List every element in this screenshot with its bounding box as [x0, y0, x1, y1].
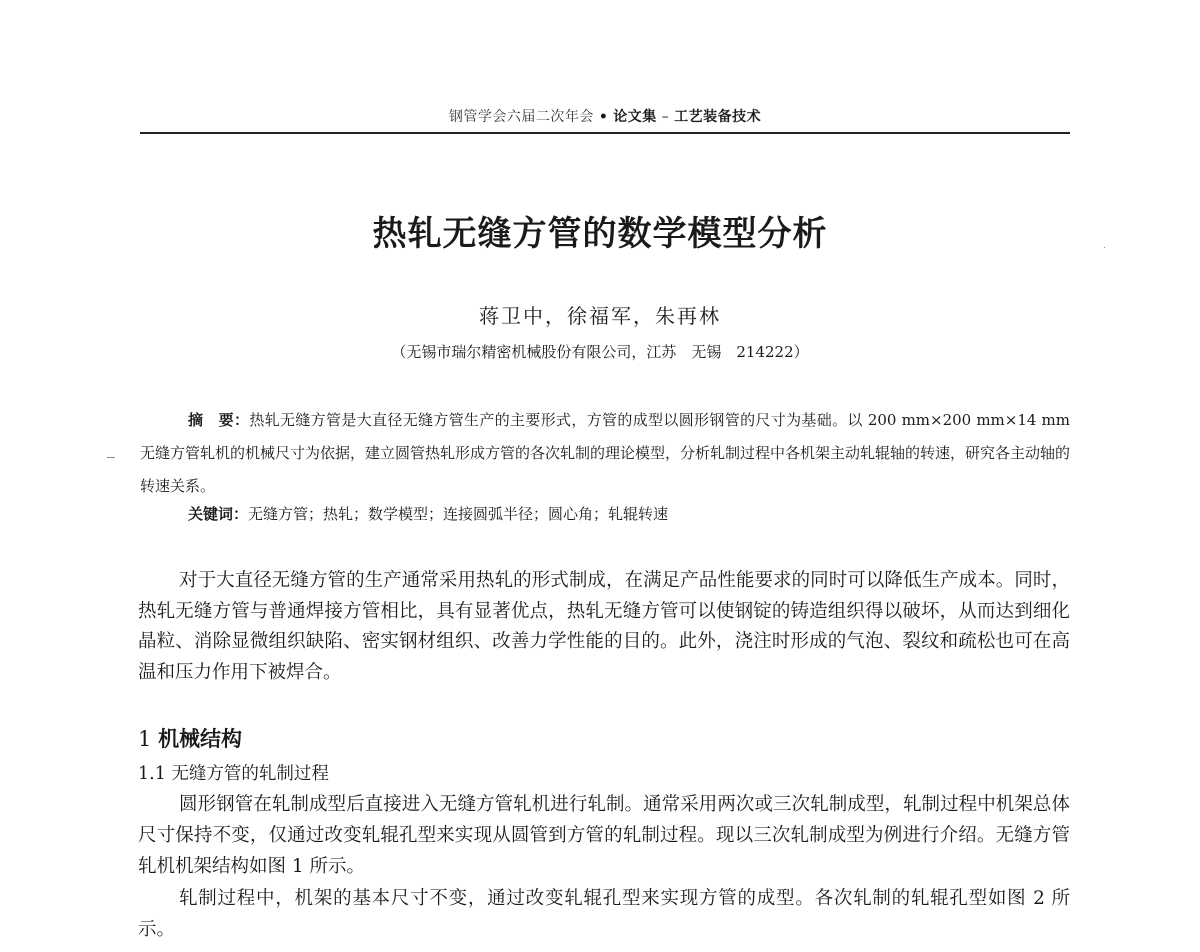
scan-speck: [1104, 247, 1105, 248]
header-collection: 论文集: [613, 109, 657, 125]
keywords: [188, 503, 668, 524]
section-number: 1: [138, 727, 152, 751]
keywords-text: 无缝方管；热轧；数学模型；连接圆弧半径；圆心角；轧辊转速: [248, 505, 669, 523]
header-dash: –: [661, 109, 670, 125]
section-title: 机械结构: [158, 727, 243, 751]
paper-title: 热轧无缝方管的数学模型分析: [372, 214, 828, 254]
header-rule: [140, 132, 1070, 134]
header-conference: 钢管学会六届二次年会: [448, 109, 594, 125]
body-paragraph-1: 对于大直径无缝方管的生产通常采用热轧的形式制成，在满足产品性能要求的同时可以降低生产成本。同时，热轧无缝方管与普通焊接方管相比，具有显著优点，热轧无缝方管可以使钢锭的铸造组织得以破坏，从而达到细化晶粒、消除显微组织缺陷、密实钢材组织、改善力学性能的目的。此外，浇注时形成的气泡、裂纹和疏松也可在高温和压力作用下被焊合。: [138, 570, 1070, 683]
keywords-label: 关键词：: [188, 505, 249, 523]
paper-affiliation: （无锡市瑞尔精密机械股份有限公司，江苏 无锡 214222）: [391, 343, 809, 361]
running-header: [140, 106, 1070, 126]
subsection-heading-1-1: 1.1 无缝方管的轧制过程: [138, 764, 329, 784]
scan-speck: [107, 457, 115, 458]
abstract-label: 摘 要：: [188, 411, 250, 429]
section-heading-1: [138, 723, 242, 753]
body-paragraph-2: 圆形钢管在轧制成型后直接进入无缝方管轧机进行轧制。通常采用两次或三次轧制成型，轧制过程中机架总体尺寸保持不变，仅通过改变轧辊孔型来实现从圆管到方管的轧制过程。现以三次轧制成型为例进行介绍。无缝方管轧机机架结构如图 1 所示。: [138, 794, 1070, 877]
header-section: 工艺装备技术: [674, 109, 762, 125]
abstract: [140, 404, 1070, 503]
paper-authors: 蒋卫中，徐福军，朱再林: [479, 304, 721, 328]
abstract-text: 热轧无缝方管是大直径无缝方管生产的主要形式，方管的成型以圆形钢管的尺寸为基础。以 200 mm×200 mm×14 mm 无缝方管轧机的机械尺寸为依据，建立圆管热轧形成方管的各次轧制的理论模型，分析轧制过程中各机架主动轧辊轴的转速，研究各主动轴的转速关系。: [140, 411, 1071, 495]
body-paragraph-3: 轧制过程中，机架的基本尺寸不变，通过改变轧辊孔型来实现方管的成型。各次轧制的轧辊孔型如图 2 所示。: [138, 888, 1070, 940]
header-separator: •: [598, 109, 609, 125]
